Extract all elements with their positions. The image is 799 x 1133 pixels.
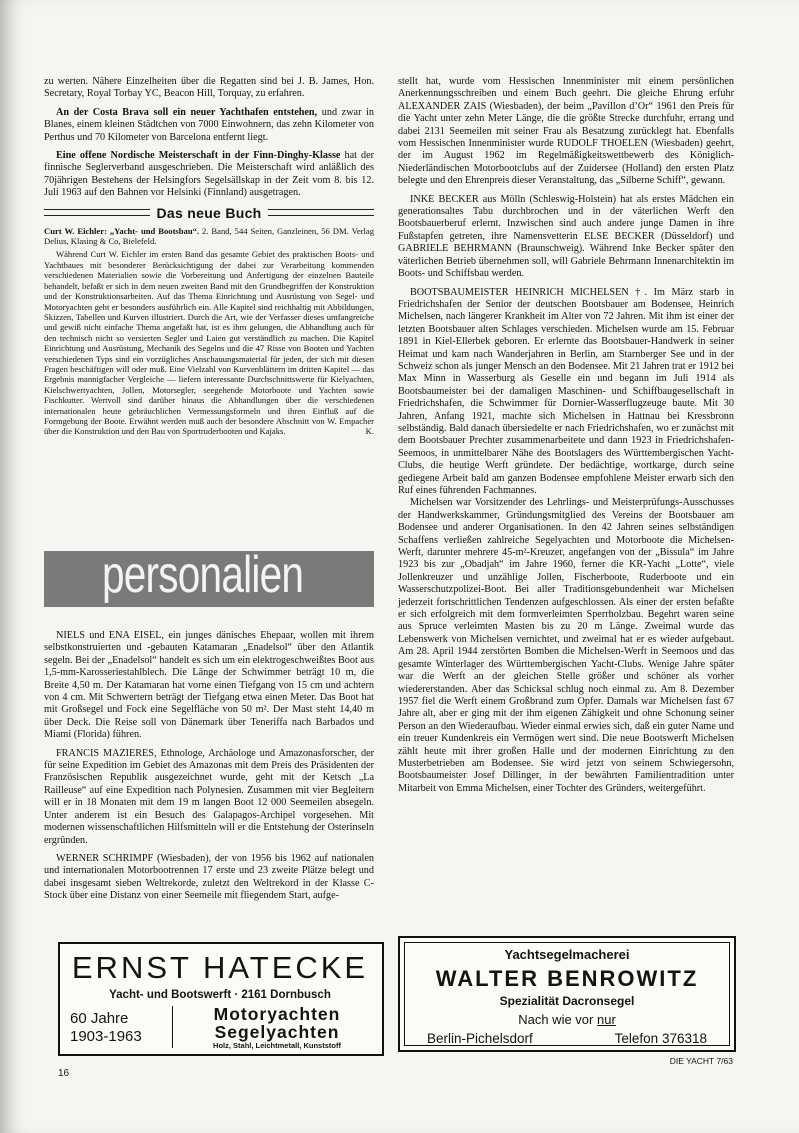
schrimpf-paragraph: WERNER SCHRIMPF (Wiesbaden), der von 1956 bis 1962 auf nationalen und internationalen Motorbootrennen 17 erste und 23 zweite Plätze belegt und dabei insgesamt sieben Weltrekorde, zuletzt den Weltrekord in der Klasse C-Stock über eine Distanz von einer Seemeile mit fliegendem Start, aufge- <box>44 852 374 902</box>
hatecke-materials: Holz, Stahl, Leichtmetall, Kunststoff <box>213 1041 341 1050</box>
left-column-bottom <box>44 630 374 903</box>
benrowitz-advertisement <box>398 936 736 1052</box>
personalien-banner <box>44 546 374 607</box>
book-review-text: Während Curt W. Eichler im ersten Band das gesamte Gebiet des praktischen Boots- und Yachtbaues mit besonderer Berücksichtigung der dabei zur Verarbeitung kommenden verschiedenen Materialien sowie die Vorbereitung und Anfertigung der einzelnen Bauteile behandelt, befaßt er sich in dem neuen zweiten Band mit den Grundbegriffen der Konstruktion und der Konstruktionsarbeiten. Auf das Thema Einrichtung und Ausrüstung von Segel- und Motoryachten geht er besonders ausführlich ein. Alle Kapitel sind reichhaltig mit Abbildungen, Skizzen, Tabellen und Kurven illustriert. Durch die Art, wie der Verfasser dieses umfangreiche und gewiß nicht einfache Thema angefaßt hat, ist es ihm gelungen, die Abhandlung auch für den technisch nicht so versierten Segler und Laien gut verständlich zu machen. Die Kapitel Einrichtung und Ausrüstung, Mechanik des Segelns und die 47 Risse von Booten und Yachten verschiedenen Typs sind ein vorzügliches Anschauungsmaterial für jeden, der sich mit diesen Fragen beschäftigen will oder muß. Eine Vielzahl von Kurvenblättern im dritten Kapitel — das Ergebnis mannigfacher Vergleiche — liefern interessante Durchschnittswerte für Kielyachten, Kielschwertyachten, Jollen, Motorsegler, seegehende Motorboote und Yachten sowie Fischkutter. Wertvoll sind darüber hinaus die Abhandlungen über die verschiedenen internationalen heute gebräuchlichen Vermessungsformeln und ihren Einfluß auf die Formgebung der Boote. Erwähnt werden muß auch der besondere Abschnitt von W. Empacher über die Konstruktion und den Bau von Sportruderbooten und Kajaks. <box>44 249 374 437</box>
review-signature: K. <box>365 426 374 437</box>
book-citation-details: 2. Band, 544 Seiten, Ganzleinen, 56 DM. Verlag Delius, Klasing & Co, Bielefeld. <box>44 225 374 247</box>
benrowitz-location: Berlin-Pichelsdorf <box>427 1031 533 1046</box>
hatecke-years-label: 60 Jahre <box>70 1010 129 1027</box>
michelsen-obituary-paragraph: BOOTSBAUMEISTER HEINRICH MICHELSEN †. Im März starb in Friedrichshafen der Senior der deutschen Bootsbauer am Bodensee, Heinrich Michelsen, nach längerer Krankheit im Alter von 72 Jahren. Mit ihm ist einer der letzten Bootsbauer alten Schlages verschieden. Michelsen wurde am 15. Februar 1891 in Kiel-Ellerbek geboren. Er erlernte das Bootsbauer-Handwerk in seiner Heimat und kam nach Wanderjahren in Berlin, am Starnberger See und in der Schweiz schon als junger Mensch an den Bodensee. Mit 21 Jahren trat er 1912 bei Max Minn in Wasserburg als Geselle ein und begann im Juli 1914 als Bootsbaumeister bei der damaligen Maschinen- und Schiffbaugesellschaft in Friedrichshafen, die Schwimmer für Dornier-Wasserflugzeuge baute. Mit 30 Jahren, Anfang 1921, machte sich Michelsen in Hattnau bei Kressbronn selbständig. Bald danach übersiedelte er nach Friedrichshafen, wo er zunächst mit dem Bootsbauer Prechter zusammenarbeitete und dann 1923 in Friedrichshafen-Seemoos, in unmittelbarer Nähe des Bootslagers des Württembergischen Yacht-Clubs, die heutige Werft gründete. Der bedächtige, wortkarge, durch seine gediegene Arbeit bald am ganzen Bodensee empfohlene Meister erwarb sich den Ruf eines führenden Fachmannes. <box>398 286 734 496</box>
hatecke-years-range: 1903-1963 <box>70 1028 142 1045</box>
finn-dinghy-text: hat der finnische Seglerverband ausgeschrieben. Die Meisterschaft wird anläßlich des 70jährigen Bestehens der Helsingfors Segelsällskap in der Zeit vom 8. bis 12. Juli 1963 auf den Bahnen vor Helsinki (Finnland) ausgetragen. <box>44 150 375 199</box>
finn-dinghy-heading: Eine offene Nordische Meisterschaft in der Finn-Dinghy-Klasse <box>56 150 341 162</box>
mazieres-paragraph: FRANCIS MAZIERES, Ethnologe, Archäologe und Amazonasforscher, der für seine Expedition im Gebiet des Amazonas mit dem Preis des Präsidenten der Französischen Republik ausgezeichnet wurde, geht mit der Ketsch „La Railleuse“ auf eine Expedition nach Polynesien. Zusammen mit vier Begleitern will er in 18 Monaten mit dem 19 m langen Boot 12 000 Seemeilen absegeln. Unter anderem ist ein Besuch des Galapagos-Archipel vorgesehen. Mit modernen wissenschaftlichen Hilfsmitteln will er die Entstehung der Osterinseln ergründen. <box>44 747 374 846</box>
hatecke-motoryachten: Motoryachten <box>213 1004 341 1024</box>
book-section-title: Das neue Buch <box>156 204 262 221</box>
hatecke-subtitle: Yacht- und Bootswerft · 2161 Dornbusch <box>109 989 331 1001</box>
costa-brava-heading: An der Costa Brava soll ein neuer Yachthafen entstehen, <box>56 106 318 118</box>
finn-dinghy-paragraph <box>44 150 374 200</box>
benrowitz-tagline-emphasis: nur <box>596 1012 616 1027</box>
magazine-issue: DIE YACHT 7/63 <box>669 1056 733 1066</box>
hatecke-divider <box>172 1006 173 1048</box>
costa-brava-paragraph <box>44 107 374 144</box>
hatecke-segelyachten: Segelyachten <box>214 1022 340 1042</box>
book-review <box>44 249 374 436</box>
becker-paragraph: INKE BECKER aus Mölln (Schleswig-Holstein) hat als erstes Mädchen ein generationsaltes Tabu durchbrochen und in der väterlichen Werft den Bootsbauerberuf erlernt. Inzwischen sind auch andere junge Damen in ihre Fußstapfen getreten, ihre Namensvetterin ELSE BECKER (Düsseldorf) und GABRIELE BEHRMANN (Braunschweig). Während Inke Becker später den väterlichen Betrieb übernehmen soll, will Gabriele Behrmann Innenarchitektin im Boots- und Schiffsbau werden. <box>398 193 734 280</box>
benrowitz-name: WALTER BENROWITZ <box>435 966 699 991</box>
heading-rule-left <box>44 209 150 216</box>
benrowitz-phone: Telefon 376318 <box>614 1031 707 1046</box>
right-column <box>398 76 734 795</box>
hatecke-name: ERNST HATECKE <box>71 950 369 985</box>
costa-brava-text: und zwar in Blanes, einem kleinen Städtchen von 7000 Einwohnern, das zehn Kilometer von Perthus und 70 Kilometer von Barcelona entfernt liegt. <box>44 106 375 143</box>
book-section-heading <box>44 206 374 220</box>
benrowitz-tagline-text: Nach wie vor <box>518 1012 594 1027</box>
eisel-paragraph: NIELS und ENA EISEL, ein junges dänisches Ehepaar, wollen mit ihrem selbstkonstruierten und -gebauten Katamaran „Enadelsol“ über den Atlantik segeln. Bei der „Enadelsol“ handelt es sich um ein elektrogeschweißtes Boot aus 1,5-mm-Karosseriestahlblech. Die Länge der Schwimmer beträgt 10 m, die Breite 4,50 m. Der Katamaran hat vorne einen Tiefgang von 15 cm und achtern von 4 cm. Mit Schwertern beträgt der Tiefgang etwa einen Meter. Das Boot hat mit Großsegel und Fock eine Segelfläche von 50 m². Der Mast steht 14,40 m über Deck. Die Reise soll von Dänemark über Teneriffa nach Barbados und Miami (Florida) führen. <box>44 630 374 741</box>
regatta-info-paragraph: zu werten. Nähere Einzelheiten über die Regatten sind bei J. B. James, Hon. Secretary, Royal Torbay YC, Beacon Hill, Torquay, zu erfahren. <box>44 76 374 100</box>
page-number: 16 <box>58 1068 70 1079</box>
benrowitz-title: Yachtsegelmacherei <box>504 947 630 962</box>
left-column-top <box>44 76 374 437</box>
benrowitz-inner-frame <box>404 942 730 1046</box>
hatecke-advertisement <box>58 942 384 1056</box>
michelsen-career-paragraph: Michelsen war Vorsitzender des Lehrlings- und Meisterprüfungs-Ausschusses der Handwerkskammer, Gründungsmitglied des Vereins der Bootsbauer am Bodensee und anderer Organisationen. In den 42 Jahren seines selbständigen Schaffens verließen zahlreiche Segelyachten und Motorboote die Michelsen-Werft, darunter mehrere 45-m²-Kreuzer, angefangen von der „Bissula“ im Jahre 1923 bis zur „Obadjah“ im Jahre 1960, ferner die KR-Yacht „Lotte“, viele Jollenkreuzer und unzählige Jollen, Fischerboote, Ruderboote und ein Wasserschutzpolizei-Boot. Bei aller Traditionsgebundenheit war Michelsen jederzeit fortschrittlichen Tendenzen aufgeschlossen. Als einer der ersten befaßte er sich erfolgreich mit dem formverleimten Sperrholzbau. Begehrt waren seine aus Spruce verleimten Masten bis zu 20 m Länge. Zweimal wurde das Lebenswerk von Michelsen vernichtet, und zweimal hat er es wieder aufgebaut. Am 28. April 1944 zerstörten Bomben die Michelsen-Werft in Seemoos und das gesamte Winterlager des Württembergischen Yacht-Clubs. Wenige Jahre später war die Werft an der gleichen Stelle größer und schöner als vorher wiedererstanden. Aber das Schicksal schlug noch einmal zu. Am 8. Dezember 1957 fiel die Werft einem Großbrand zum Opfer. Damals war Michelsen fast 67 Jahre alt, aber er ging mit der ihm eigenen Zähigkeit und ohne Schonung seiner Person an den Wiederaufbau. Wieder einmal erwies sich, daß ein guter Name und ein treuer Kundenkreis ein Vermögen wert sind. Die neue Bootswerft Michelsen zählt heute mit ihrer großen Halle und der modernen Einrichtung zu den Musterbetrieben am Bodensee. Sie wird jetzt von seinem Schwiegersohn, Bootsbaumeister Josef Dillinger, in der bewährten Familientradition unter Mitarbeit von Emma Michelsen, einer Tochter des Gründers, weitergeführt. <box>398 497 734 794</box>
book-citation-title: Curt W. Eichler: „Yacht- und Bootsbau“. <box>44 225 200 236</box>
personalien-banner-text: personalien <box>102 546 304 604</box>
heading-rule-right <box>268 209 374 216</box>
book-citation <box>44 226 374 247</box>
benrowitz-tagline <box>405 1012 729 1027</box>
honours-paragraph: stellt hat, wurde vom Hessischen Innenminister mit einem persönlichen Anerkennungsschreiben und einem Buch geehrt. Die gleiche Ehrung erfuhr ALEXANDER ZAIS (Wiesbaden), der beim „Pavillon d’Or“ 1961 den Preis für die Yacht unter zehn Meter Länge, die die größte Strecke durchfuhr, errang und dabei 2131 Seemeilen mit seiner Frau als Besatzung zurücklegt hat. Ebenfalls vom Hessischen Innenminister wurde RUDOLF THOELEN (Wiesbaden) geehrt, der im August 1962 im Regelmäßigkeitswettbewerb des Königlich-Niederländischen Motorbootclubs auf der Zuidersee (Holland) den ersten Platz belegte und den Ehrenpreis dieser Veranstaltung, das „Silberne Schiff“, gewann. <box>398 76 734 187</box>
benrowitz-specialty: Spezialität Dacronsegel <box>499 994 635 1008</box>
